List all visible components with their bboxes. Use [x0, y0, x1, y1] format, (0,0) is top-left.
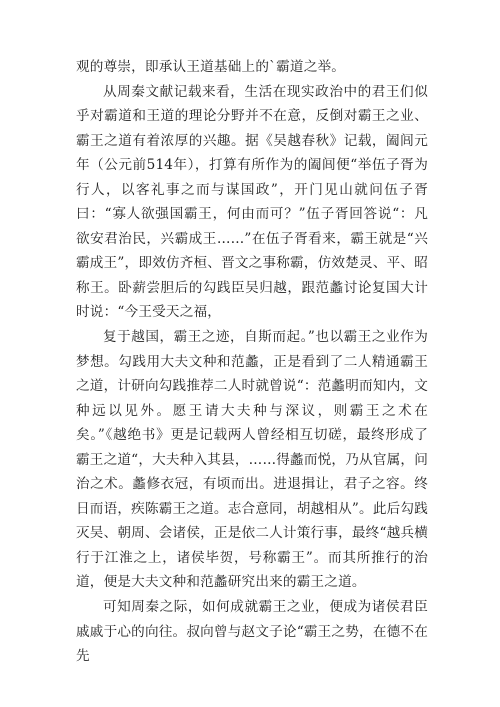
paragraph-2: 从周秦文献记载来看，生活在现实政治中的君王们似乎对霸道和王道的理论分野并不在意，反倒对霸王之业、霸王之道有着浓厚的兴趣。据《吴越春秋》记载，阖闾元年（公元前514年），打算有所作为的阖闾便“举伍子胥为行人，以客礼事之而与谋国政”，开门见山就问伍子胥曰：“寡人欲强国霸王，何由而可？”伍子胥回答说“：凡欲安君治民，兴霸成王……”在伍子胥看来，霸王就是“兴霸成王”，即效仿齐桓、晋文之事称霸，仿效楚灵、平、昭称王。卧薪尝胆后的勾践臣吴归越，跟范蠡讨论复国大计时说：“今王受天之福， [76, 83, 428, 321]
paragraph-3: 复于越国，霸王之迹，自斯而起。”也以霸王之业作为梦想。勾践用大夫文种和范蠡，正是看到了二人精通霸王之道，计研向勾践推荐二人时就曾说“：范蠡明而知内，文种远以见外。愿王请大夫种与深议，则霸王之术在矣。”《越绝书》更是记载两人曾经相互切磋，最终形成了霸王之道“，大夫种入其县，……得蠡而悦，乃从官属，问治之术。蠡修衣冠，有顷而出。进退揖让，君子之容。终日而语，疾陈霸王之道。志合意同，胡越相从”。此后勾践灭吴、朝周、会诸侯，正是依二人计策行事，最终“越兵横行于江淮之上，诸侯毕贺，号称霸王”。而其所推行的治道，便是大夫文种和范蠡研究出来的霸王之道。 [76, 329, 428, 591]
paragraph-4: 可知周秦之际，如何成就霸王之业，便成为诸侯君臣戚戚于心的向往。叔向曾与赵文子论“霸王之势，在德不在先 [76, 599, 428, 665]
paragraph-1: 观的尊崇，即承认王道基础上的`霸道之举。 [76, 59, 346, 75]
document-page [76, 55, 428, 669]
